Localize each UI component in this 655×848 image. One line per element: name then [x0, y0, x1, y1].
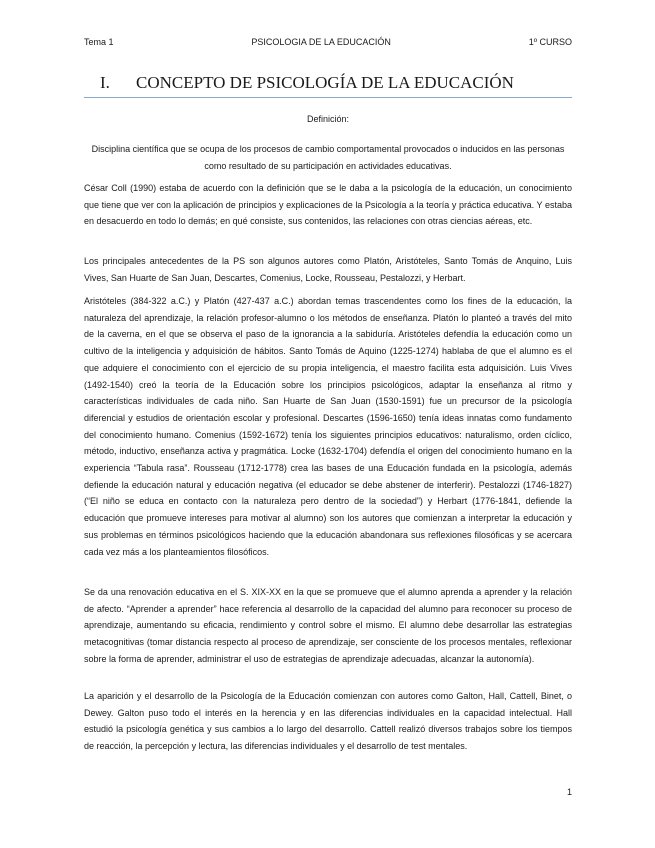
paragraph-coll: César Coll (1990) estaba de acuerdo con la definición que se le daba a la psicología de la educación, un conocimiento que tiene que ver con la aplicación de principios y explicaciones de la Psicología a la teoría y práctica educativa. Y estaba en desacuerdo en todo lo demás; en qué consiste, sus contenidos, las relaciones con otras ciencias aéreas, etc.	[84, 183, 572, 227]
paragraph-authors: Aristóteles (384-322 a.C.) y Platón (427-437 a.C.) abordan temas trascendentes como los fines de la educación, la naturaleza del aprendizaje, la relación profesor-alumno o los métodos de enseñanza. Platón lo planteó a través del mito de la caverna, en el que se observa el paso de la ignorancia a la sabiduría. Aristóteles defendía la educación como un cultivo de la inteligencia y adquisición de hábitos. Santo Tomás de Aquino (1225-1274) hablaba de que el alumno es el que adquiere el conocimiento con el ejercicio de su propia inteligencia, el maestro facilita esta adquisición. Luis Vives (1492-1540) creó la teoría de la Educación sobre los principios psicológicos, adaptar la enseñanza al ritmo y características individuales de cada niño. San Huarte de San Juan (1530-1591) fue un precursor de la psicología diferencial y estudios de orientación escolar y profesional. Descartes (1596-1650) tenía ideas innatas como fundamento del conocimiento humano. Comenius (1592-1672) tenía los siguientes principios educativos: naturalismo, orden cíclico, método, inductivo, enseñanza activa y pragmática. Locke (1632-1704) defendía el origen del conocimiento humano en la experiencia “Tabula rasa”. Rousseau (1712-1778) crea las bases de una Educación fundada en la psicología, además defiende la educación natural y educación negativa (el educador se debe abstener de interferir). Pestalozzi (1746-1827) (“El niño se educa en contacto con la naturaleza pero dentro de la sociedad”) y Herbart (1776-1841, defiende la educación que promueve intereses para motivar al alumno) son los autores que comienzan a interpretar la educación y sus problemas en términos psicológicos haciendo que la educación abandonara sus reflexiones filosóficas y se acercara cada vez más a los planteamientos filosóficos.	[84, 296, 572, 557]
page-number: 1	[566, 787, 572, 797]
paragraph-antecedents: Los principales antecedentes de la PS son algunos autores como Platón, Aristóteles, Santo Tomás de Anquino, Luis Vives, San Huarte de San Juan, Descartes, Comenius, Locke, Rousseau, Pestalozzi, y Herbart.	[84, 256, 572, 283]
header-subject: PSICOLOGIA DE LA EDUCACIÓN	[251, 37, 391, 47]
header-topic: Tema 1	[84, 37, 114, 47]
section-heading	[84, 73, 572, 98]
definition-label: Definición:	[306, 114, 350, 124]
paragraph-renewal: Se da una renovación educativa en el S. XIX-XX en la que se promueve que el alumno aprenda a aprender y la relación de afecto. “Aprender a aprender” hace referencia al desarrollo de la capacidad del alumno para reconocer su proceso de aprendizaje, aumentando su eficacia, rendimiento y control sobre el mismo. El alumno debe desarrollar las estrategias metacognitivas (tomar distancia respecto al proceso de aprendizaje, ser consciente de los procesos mentales, reflexionar sobre la forma de aprender, administrar el uso de estrategias de aprendizaje adecuadas, alcanzar la autonomía).	[84, 587, 572, 664]
section-number: I.	[100, 73, 110, 92]
paragraph-origins: La aparición y el desarrollo de la Psicología de la Educación comienzan con autores como Galton, Hall, Cattell, Binet, o Dewey. Galton puso todo el interés en la herencia y en las diferencias individuales en la capacidad intelectual. Hall estudió la psicología genética y sus cambios a lo largo del desarrollo. Cattell realizó diversos trabajos sobre los tiempos de reacción, la percepción y lectura, las diferencias individuales y el desarrollo de test mentales.	[84, 691, 572, 752]
definition-text: Disciplina científica que se ocupa de los procesos de cambio comportamental provocados o inducidos en las personas como resultado de su participación en actividades educativas.	[91, 144, 565, 171]
page-header	[84, 37, 572, 51]
section-title: CONCEPTO DE PSICOLOGÍA DE LA EDUCACIÓN	[136, 73, 514, 92]
header-course: 1º CURSO	[528, 37, 572, 47]
